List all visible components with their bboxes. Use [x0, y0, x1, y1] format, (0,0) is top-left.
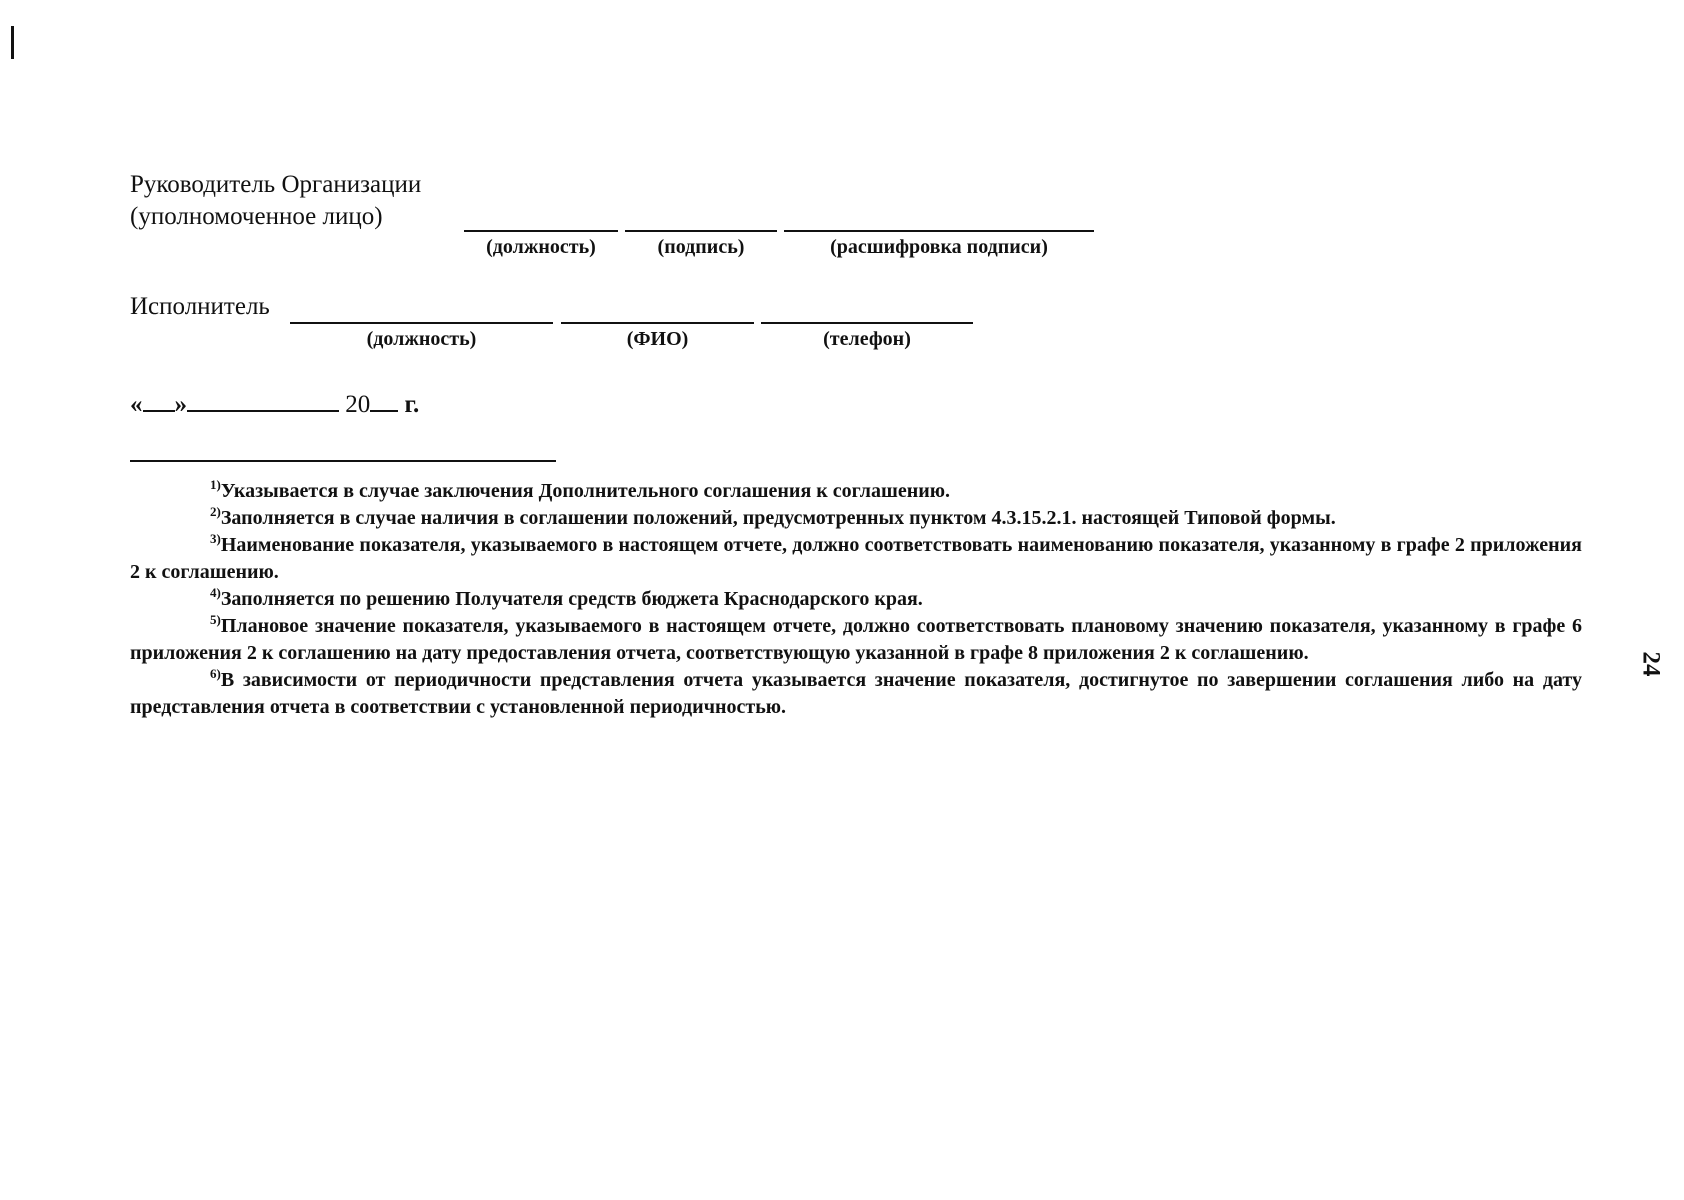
page-number: 24: [1637, 651, 1665, 677]
executor-caption-position: (должность): [366, 328, 477, 350]
year-prefix: 20: [345, 391, 371, 418]
footnote-4: [130, 586, 1582, 613]
footnote-1-mark: 1): [210, 477, 221, 492]
footnote-3: [130, 532, 1582, 586]
footnote-6-text: В зависимости от периодичности представления отчета указывается значение показателя, достигнутое по завершении соглашения либо на дату представления отчета в соответствии с установленной периодичностью.: [130, 669, 1582, 718]
head-caption-position: (должность): [486, 236, 596, 258]
footnote-2: [130, 505, 1582, 532]
footnote-1-text: Указывается в случае заключения Дополнительного соглашения к соглашению.: [220, 480, 951, 502]
scan-artifact-mark: [11, 26, 14, 59]
executor-name-line: [561, 322, 754, 324]
footnote-5-mark: 5): [210, 612, 221, 627]
executor-label: Исполнитель: [130, 293, 270, 320]
footnote-6: [130, 667, 1582, 721]
month-blank: [187, 388, 339, 412]
head-label-line1: Руководитель Организации: [130, 171, 422, 198]
date-open-quote: «: [130, 391, 143, 418]
date-close-quote: »: [174, 391, 187, 418]
footnote-1: [130, 478, 1582, 505]
footnote-3-mark: 3): [210, 531, 221, 546]
head-caption-signature: (подпись): [657, 236, 745, 258]
footnote-2-mark: 2): [210, 504, 221, 519]
executor-caption-phone: (телефон): [823, 328, 911, 350]
footnote-5-text: Плановое значение показателя, указываемого в настоящем отчете, должно соответствовать плановому значению показателя, указанному в графе 6 приложения 2 к соглашению на дату предоставления отчета, соответствующую указанной в графе 8 приложения 2 к соглашению.: [130, 615, 1582, 664]
day-blank: [143, 388, 175, 412]
head-signature-line: [625, 230, 777, 232]
footnote-4-text: Заполняется по решению Получателя средств бюджета Краснодарского края.: [220, 588, 923, 610]
footnotes: [130, 478, 1582, 721]
footnote-3-text: Наименование показателя, указываемого в настоящем отчете, должно соответствовать наименованию показателя, указанному в графе 2 приложения 2 к соглашению.: [130, 534, 1582, 583]
footnote-6-mark: 6): [210, 666, 221, 681]
footnote-separator: [130, 460, 556, 462]
footnote-5: [130, 613, 1582, 667]
footnote-4-mark: 4): [210, 585, 221, 600]
executor-phone-line: [761, 322, 973, 324]
executor-caption-name: (ФИО): [626, 328, 689, 350]
head-decoding-line: [784, 230, 1094, 232]
year-suffix: г.: [404, 391, 420, 418]
year-blank: [370, 388, 398, 412]
head-position-line: [464, 230, 618, 232]
executor-position-line: [290, 322, 553, 324]
date-line: [130, 388, 419, 420]
head-label-line2: (уполномоченное лицо): [130, 203, 383, 230]
footnote-2-text: Заполняется в случае наличия в соглашении положений, предусмотренных пунктом 4.3.15.2.1. настоящей Типовой формы.: [220, 507, 1336, 529]
head-caption-decoding: (расшифровка подписи): [830, 236, 1048, 258]
